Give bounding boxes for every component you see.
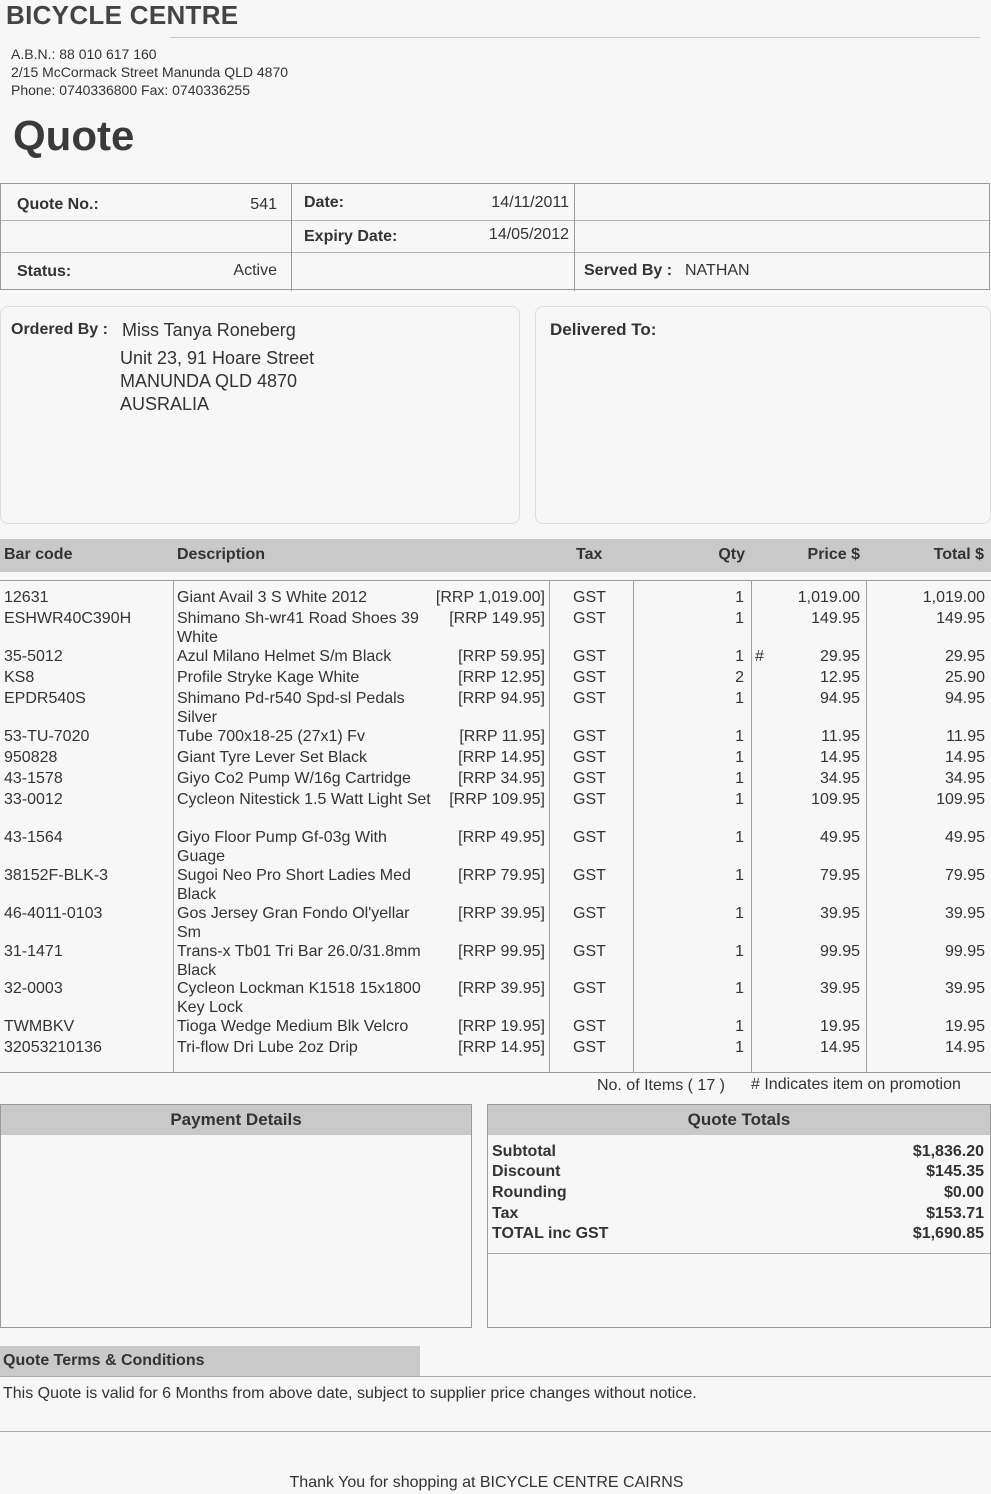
cell-price: 49.95	[819, 829, 860, 846]
cell-qty: 1	[735, 943, 744, 960]
items-table-header	[0, 539, 991, 572]
grid-line	[1, 252, 991, 253]
cell-qty: 1	[735, 905, 744, 922]
cell-rrp: [RRP 1,019.00]	[435, 589, 545, 606]
cell-rrp: [RRP 12.95]	[458, 669, 545, 686]
company-phone: Phone: 0740336800 Fax: 0740336255	[11, 82, 250, 98]
cell-qty: 2	[735, 669, 744, 686]
cell-total: 99.95	[944, 943, 985, 960]
quote-no-value: 541	[250, 196, 277, 213]
cell-tax: GST	[573, 943, 606, 960]
quote-info-grid	[0, 183, 990, 290]
thank-you-footer	[0, 1474, 991, 1492]
cell-qty: 1	[735, 1018, 744, 1035]
cell-description: Sugoi Neo Pro Short Ladies Med Black	[177, 867, 411, 903]
totals-row-tax	[492, 1205, 984, 1225]
company-address: 2/15 McCormack Street Manunda QLD 4870	[11, 64, 289, 80]
cell-rrp: [RRP 39.95]	[458, 980, 545, 997]
cell-tax: GST	[573, 829, 606, 846]
grid-line	[574, 184, 575, 291]
cell-description: Tube 700x18-25 (27x1) Fv	[177, 728, 365, 745]
payment-details-panel	[0, 1104, 472, 1328]
customer-address-line: AUSRALIA	[120, 394, 210, 414]
customer-address-line: Unit 23, 91 Hoare Street	[120, 348, 315, 368]
cell-rrp: [RRP 11.95]	[459, 728, 545, 745]
cell-rrp: [RRP 59.95]	[458, 648, 545, 665]
cell-description: Giyo Co2 Pump W/16g Cartridge	[177, 770, 411, 787]
cell-rrp: [RRP 79.95]	[458, 867, 545, 884]
cell-barcode: 38152F-BLK-3	[4, 867, 109, 884]
cell-barcode: 46-4011-0103	[4, 905, 103, 922]
grid-line	[291, 184, 292, 291]
totals-row-subtotal	[492, 1143, 984, 1163]
cell-description: Trans-x Tb01 Tri Bar 26.0/31.8mm Black	[177, 943, 421, 979]
totals-value: $145.35	[926, 1163, 984, 1180]
cell-rrp: [RRP 19.95]	[458, 1018, 545, 1035]
cell-rrp: [RRP 49.95]	[458, 829, 545, 846]
status-label: Status:	[17, 263, 72, 280]
cell-total: 149.95	[936, 610, 985, 627]
cell-price: 99.95	[819, 943, 860, 960]
cell-tax: GST	[573, 791, 606, 808]
cell-barcode: 43-1578	[4, 770, 63, 787]
column-divider	[549, 580, 550, 1073]
cell-total: 1,019.00	[922, 589, 985, 606]
customer-address-line: MANUNDA QLD 4870	[120, 371, 298, 391]
column-divider	[633, 580, 634, 1073]
cell-description: Giant Tyre Lever Set Black	[177, 749, 368, 766]
quote-totals-panel	[487, 1104, 991, 1328]
totals-value: $1,690.85	[912, 1225, 984, 1242]
cell-description: Shimano Pd-r540 Spd-sl Pedals Silver	[177, 690, 405, 726]
cell-qty: 1	[735, 867, 744, 884]
cell-total: 19.95	[944, 1018, 985, 1035]
totals-row-grand-total	[492, 1225, 984, 1245]
cell-tax: GST	[573, 1039, 606, 1056]
cell-qty: 1	[735, 770, 744, 787]
column-divider	[173, 580, 174, 1073]
column-divider	[751, 580, 752, 1073]
cell-rrp: [RRP 99.95]	[458, 943, 545, 960]
cell-description: Gos Jersey Gran Fondo Ol'yellar Sm	[177, 905, 410, 941]
grid-line	[1, 220, 991, 221]
cell-total: 34.95	[944, 770, 985, 787]
column-header-barcode: Bar code	[4, 546, 73, 563]
cell-barcode: 31-1471	[4, 943, 63, 960]
cell-qty: 1	[735, 690, 744, 707]
totals-value: $153.71	[926, 1205, 984, 1222]
cell-total: 14.95	[944, 1039, 985, 1056]
cell-tax: GST	[573, 867, 606, 884]
cell-description: Shimano Sh-wr41 Road Shoes 39 White	[177, 610, 419, 646]
company-abn: A.B.N.: 88 010 617 160	[11, 46, 157, 62]
cell-barcode: 950828	[4, 749, 58, 766]
cell-total: 49.95	[944, 829, 985, 846]
totals-label: Rounding	[492, 1184, 567, 1201]
terms-text: This Quote is valid for 6 Months from above date, subject to supplier price changes without notice.	[3, 1385, 697, 1402]
totals-value: $1,836.20	[912, 1143, 984, 1160]
ordered-by-label: Ordered By :	[11, 321, 108, 338]
totals-row-discount	[492, 1163, 984, 1183]
cell-price: 29.95	[819, 648, 860, 665]
cell-price: 11.95	[821, 728, 860, 745]
cell-total: 79.95	[944, 867, 985, 884]
cell-tax: GST	[573, 728, 606, 745]
cell-barcode: 35-5012	[4, 648, 63, 665]
cell-tax: GST	[573, 589, 606, 606]
cell-rrp: [RRP 109.95]	[449, 791, 545, 808]
cell-barcode: 32-0003	[4, 980, 63, 997]
cell-tax: GST	[573, 690, 606, 707]
cell-barcode: 32053210136	[4, 1039, 102, 1056]
cell-promo: #	[755, 648, 764, 665]
totals-label: TOTAL inc GST	[492, 1225, 609, 1242]
cell-rrp: [RRP 149.95]	[449, 610, 545, 627]
cell-qty: 1	[735, 648, 744, 665]
cell-rrp: [RRP 34.95]	[458, 770, 545, 787]
cell-price: 39.95	[819, 980, 860, 997]
cell-qty: 1	[735, 1039, 744, 1056]
served-by-value: NATHAN	[685, 262, 750, 279]
cell-barcode: KS8	[4, 669, 35, 686]
expiry-date-label: Expiry Date:	[304, 228, 398, 245]
column-divider	[866, 580, 867, 1073]
cell-total: 25.90	[944, 669, 985, 686]
cell-qty: 1	[735, 589, 744, 606]
cell-price: 14.95	[819, 749, 860, 766]
cell-description: Cycleon Nitestick 1.5 Watt Light Set	[177, 791, 431, 808]
cell-tax: GST	[573, 749, 606, 766]
cell-price: 34.95	[819, 770, 860, 787]
cell-total: 29.95	[944, 648, 985, 665]
header-divider	[170, 37, 980, 38]
cell-qty: 1	[735, 610, 744, 627]
cell-total: 94.95	[944, 690, 985, 707]
cell-total: 14.95	[944, 749, 985, 766]
cell-tax: GST	[573, 980, 606, 997]
cell-price: 109.95	[811, 791, 860, 808]
totals-divider	[488, 1253, 990, 1254]
cell-total: 39.95	[944, 980, 985, 997]
cell-price: 94.95	[819, 690, 860, 707]
terms-title: Quote Terms & Conditions	[0, 1346, 420, 1376]
cell-rrp: [RRP 14.95]	[458, 749, 545, 766]
cell-price: 12.95	[819, 669, 860, 686]
payment-details-title: Payment Details	[1, 1105, 471, 1135]
company-name: BICYCLE CENTRE	[6, 0, 239, 30]
cell-barcode: 53-TU-7020	[4, 728, 90, 745]
cell-description: Giant Avail 3 S White 2012	[177, 589, 368, 606]
status-value: Active	[233, 262, 277, 279]
column-header-tax: Tax	[576, 546, 603, 563]
cell-description: Profile Stryke Kage White	[177, 669, 360, 686]
cell-tax: GST	[573, 669, 606, 686]
customer-name: Miss Tanya Roneberg	[122, 320, 296, 340]
cell-qty: 1	[735, 728, 744, 745]
cell-tax: GST	[573, 1018, 606, 1035]
cell-tax: GST	[573, 770, 606, 787]
totals-label: Subtotal	[492, 1143, 556, 1160]
cell-barcode: 12631	[4, 589, 49, 606]
cell-price: 1,019.00	[797, 589, 860, 606]
quote-no-label: Quote No.:	[17, 196, 99, 213]
cell-description: Cycleon Lockman K1518 15x1800 Key Lock	[177, 980, 421, 1016]
cell-rrp: [RRP 94.95]	[458, 690, 545, 707]
cell-price: 14.95	[819, 1039, 860, 1056]
cell-rrp: [RRP 39.95]	[458, 905, 545, 922]
cell-price: 149.95	[811, 610, 860, 627]
cell-description: Tioga Wedge Medium Blk Velcro	[177, 1018, 409, 1035]
date-label: Date:	[304, 194, 345, 211]
thank-you-text: Thank You for shopping at BICYCLE CENTRE CAIRNS	[289, 1474, 684, 1491]
cell-qty: 1	[735, 749, 744, 766]
date-value: 14/11/2011	[491, 194, 569, 211]
column-header-qty: Qty	[718, 546, 745, 563]
cell-description: Azul Milano Helmet S/m Black	[177, 648, 392, 665]
cell-barcode: TWMBKV	[4, 1018, 75, 1035]
cell-price: 39.95	[819, 905, 860, 922]
cell-barcode: ESHWR40C390H	[4, 610, 132, 627]
cell-description: Tri-flow Dri Lube 2oz Drip	[177, 1039, 358, 1056]
cell-qty: 1	[735, 980, 744, 997]
cell-price: 19.95	[819, 1018, 860, 1035]
cell-tax: GST	[573, 905, 606, 922]
cell-tax: GST	[573, 648, 606, 665]
quote-totals-title: Quote Totals	[488, 1105, 990, 1135]
cell-total: 11.95	[946, 728, 985, 745]
served-by-label: Served By :	[584, 262, 673, 279]
totals-row-rounding	[492, 1184, 984, 1204]
cell-description: Giyo Floor Pump Gf-03g With Guage	[177, 829, 387, 865]
column-header-price: Price $	[807, 546, 860, 563]
item-count: No. of Items ( 17 )	[596, 1077, 725, 1094]
cell-barcode: 43-1564	[4, 829, 63, 846]
totals-label: Discount	[492, 1163, 561, 1180]
cell-barcode: 33-0012	[4, 791, 63, 808]
totals-value: $0.00	[943, 1184, 984, 1201]
delivered-to-label: Delivered To:	[550, 320, 657, 339]
totals-label: Tax	[492, 1205, 519, 1222]
cell-qty: 1	[735, 791, 744, 808]
cell-barcode: EPDR540S	[4, 690, 86, 707]
cell-price: 79.95	[819, 867, 860, 884]
document-title: Quote	[13, 112, 135, 159]
cell-total: 39.95	[944, 905, 985, 922]
promo-note: # Indicates item on promotion	[751, 1076, 961, 1093]
company-address-block	[11, 45, 288, 99]
cell-total: 109.95	[936, 791, 985, 808]
column-header-total: Total $	[933, 546, 984, 563]
column-header-description: Description	[177, 546, 266, 563]
customer-address	[120, 347, 314, 416]
expiry-date-value: 14/05/2012	[488, 226, 569, 243]
cell-qty: 1	[735, 829, 744, 846]
cell-tax: GST	[573, 610, 606, 627]
cell-rrp: [RRP 14.95]	[458, 1039, 545, 1056]
